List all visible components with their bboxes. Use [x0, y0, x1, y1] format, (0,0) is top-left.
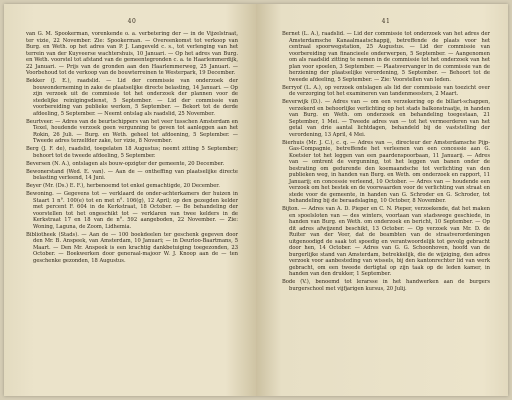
- index-entry: Bewoning. — Gegevens tot — verklaard de onder-achterkamers der huizen in Staart 1 n°. 100(e) tot en met n°. 106(g), 12 April; op den gezegden kelder met percent F. 604 in de Kerkstraat, 18 October. — Be behandeling der voorstellen tot het ongeschikt tot — verklaren van twee kelders in de Kerkstraat 17 en 18 van de n°. 592 aangeboden, 22 November. — Zie: Woning, Laguna, de Zoom, Lidhemia.: [26, 191, 238, 230]
- page-number-right: 41: [381, 18, 391, 25]
- index-entry: Bewonerstand (Wed. E. van). — Aan de — ontheffing van plaatselijke directe belasting verleend, 14 Juni.: [26, 168, 238, 181]
- index-entry: Bibliotheek (Stads). — Aan de — 100 boekdeelen ter geschenk gegeven door den Mr. B. Anspeek, van Amsterdam, 10 Januari; — in Deurloo-Baartmans, 5 Maart. — Den Mr. Anspeek is een krachtig dankbetuiging toegezonden, 23 October. — Boekwerken door generaal-majoor W. J. Knoop aan de — ten geschenke gezonden, 18 Augustus.: [26, 231, 238, 264]
- index-entry: Beurtveer. — Adres van de beurtschippers van het veer tusschen Amsterdam en Texel, houdende verzoek geen vergunning te geven tot aanleggen aan het Rokin, 26 Juli. — Burg. en Weth. geheel tot afdoening, 5 September. — Tweede adres terzelfder zake, ter vizie, 8 November.: [26, 118, 238, 144]
- book-spread: [4, 4, 508, 396]
- right-page: [256, 4, 508, 396]
- index-entry: Bijton. — Adres van A. D. Pieper en C. N. Pieper, verzoekende, dat het maken en spoelsloten van — des winters, voortaan van stadswege geschiede, in handen van Burg. en Weth. om onderzoek en bericht, 10 September. — Op dit adres afwijzend beschikt, 13 October. — Op verzoek van Mr. D. de Ruiter van der Veer, dat de beambten van de straatverordeningen uitgenoodigd de saak tot spoedig en verantwoordelijk tot gevolg gebracht door hen, 14 October. — Adres van G. G. Schoonhoven, hoofd van de burgerlijke stand van Amsterdam, betrekkelijk, die de wijziging, den adres verzoek voor aanbesteding van wissels, bij den kantonrechter lid van werk gebracht, om een tweede dertigtal op zijn taak op de leden kamer, in handen van den drukker, 1 September.: [282, 206, 490, 277]
- left-page-entries: [26, 31, 238, 264]
- index-entry: van G. M. Spookerman, vorenkende o. a. verbetering der — in de Vijzelstraat, ter vizie, 22 November. Zie: Spookerman. — Overeenkomst tot verkoop van Burg. en Weth. op het adres van P. J. Langeveld c. s., tot verlenging van het terrein van der Kuyveerse wachtershuis, 10 Januari. — Op het adres van Burg. en Weth. voorstel tot afstand van de gemeentegronden c. a. te Haarlemmerdijk, 22 Januari. — Prijs van de gronden aan den Haarlemmerweg, 25 Januari. — Voorbehoud tot de verkoop van de bouwterreinen te Westerpark, 19 December.: [26, 31, 238, 76]
- index-entry: Bekker (J. E.), raadslid. — Lid der commissie van onderzoek der bouwonderneming in zake de plaatselijke directe belasting, 14 Januari. — Op zijn verzoek uit de commissie tot het onderzoek der plannen voor de stedelijke reinigingsdienst, 5 September. — Lid der commissie van voorbereiding van publieke werken, 5 September. — Bekort tot de derde afdeeling, 5 September. — Neemt ontslag als raadslid, 25 November.: [26, 78, 238, 117]
- page-number-left: 40: [127, 18, 137, 25]
- left-page: [4, 4, 256, 396]
- index-entry: Bode (V.), benoemd tot lerarsse in het handwerken aan de burgers burgerschool met vijfjarigen kursus, 20 Julij.: [282, 279, 490, 292]
- index-entry: Bierhuis (Mr. J. C.), c. q. — Adres van —, directeur der Amsterdamsche Pijp-Gas-Compagnie, betreffende het verleenen van een concessie aan G. Koetsier tot het leggen van een paardenspoorbaan, 11 Januarij. — Adres van — omtrent de vergunning, tot het leggen van banen onder de bestrating om gedurende den koemaandsche tot verlichting van den publieken weg, in handen van Burg. en Weth. om onderzoek en rapport, 11 Januarij; en concessie verleend, 10 October. — Adres van — houdende een verzoek om het bestek en de voorwaarden voor de verlichting van straat en stede voor de gemeente, in handen van G. Schroder en G. Schroder, tot behandeling bij de beraadslaging, 10 October, 8 November.: [282, 139, 490, 204]
- index-entry: Beversen (N. A.), ontslagen als bouw-opzigter der gemeente, 20 December.: [26, 160, 225, 167]
- right-page-entries: [282, 31, 490, 292]
- index-entry: Beverwijk (D.). — Adres van — om een verzekering op de billart-schappen, verzekerd en behoorlijke verlichting op het stads balkonstraatje, in handen van Burg. en Weth. om onderzoek en behandeling toegestaan, 21 September, 1 Mei. — Tweede adres van — tot het vermeerderen van het getal van drie aantal lichtdagen, behandeld bij de vaststelling der verordening, 13 April, 4 Mei.: [282, 99, 490, 138]
- index-entry: Bernet (L. A.), raadslid. — Lid der commissie tot onderzoek van het adres der Amsterdamsche Kanaalmaatschappij, betreffende de plaats voor het centraal spoorwegstation, 25 Augustus. — Lid der commissie van voorbereiding van financieele onderwerpen, 5 September. — Aangenomen om als raadslid zitting te nemen in de commissie tot het onderzoek van het plan voor spoelen, 3 September. — Plaatsvervanger in de commissie van de herziening der plaatselijke verordening, 5 September. — Behoort tot de tweede afdeeling, 5 September. — Zie: Voorstellen van leden.: [282, 31, 490, 83]
- index-entry: Berryof (L. A.), op verzoek ontslagen als lid der commissie van toezicht over de verzorging tot het examineren van tandenmeesters, 2 Maart.: [282, 84, 490, 97]
- index-entry: Berg (J. F. de), raadslid, toegelaten 18 Augustus; neemt zitting 5 September; behoort tot de tweede afdeeling, 5 September.: [26, 146, 238, 159]
- index-entry: Beyer (Mr. (Ds.) E. F.), herbenoemd tot enkel gemachtigde, 20 December.: [26, 183, 220, 189]
